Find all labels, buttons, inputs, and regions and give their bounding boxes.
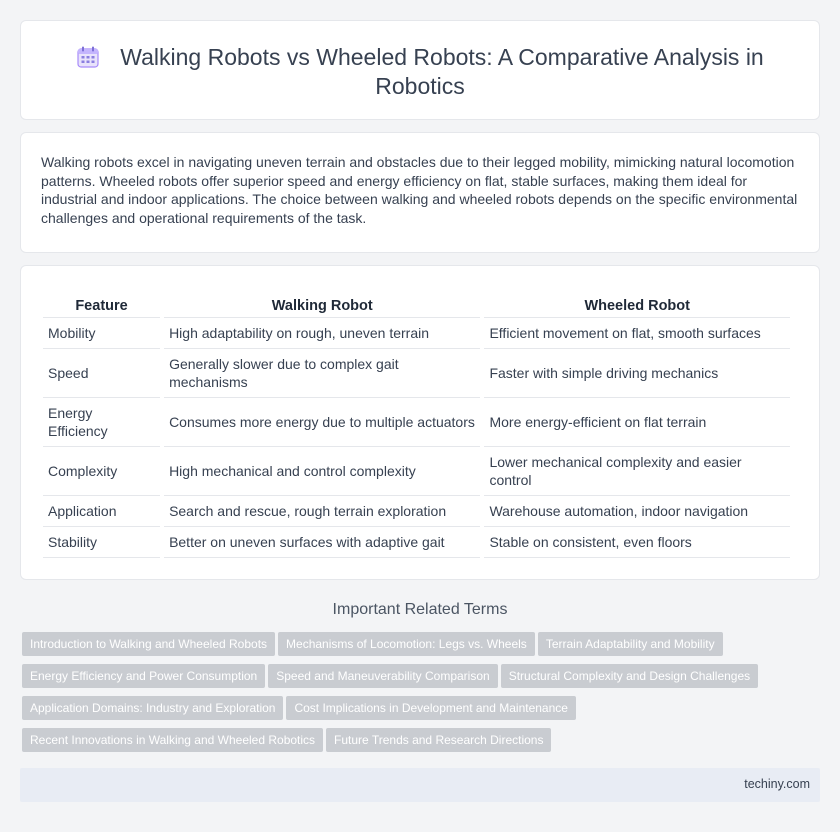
- related-term-tag[interactable]: Structural Complexity and Design Challenges: [501, 664, 758, 688]
- header-wheeled: Wheeled Robot: [484, 296, 790, 318]
- header-card: [20, 20, 820, 120]
- header-walking: Walking Robot: [164, 296, 480, 318]
- cell-walking: Search and rescue, rough terrain exploration: [164, 496, 480, 527]
- comparison-table: [39, 296, 794, 558]
- cell-wheeled: Efficient movement on flat, smooth surfaces: [484, 318, 790, 349]
- cell-feature: Energy Efficiency: [43, 398, 160, 447]
- calendar-icon: [76, 45, 100, 69]
- cell-feature: Stability: [43, 527, 160, 558]
- related-term-tag[interactable]: Introduction to Walking and Wheeled Robots: [22, 632, 275, 656]
- table-row: [43, 349, 790, 398]
- related-term-tag[interactable]: Mechanisms of Locomotion: Legs vs. Wheels: [278, 632, 535, 656]
- table-row: [43, 527, 790, 558]
- cell-wheeled: Lower mechanical complexity and easier control: [484, 447, 790, 496]
- intro-paragraph: Walking robots excel in navigating uneven terrain and obstacles due to their legged mobility, mimicking natural locomotion patterns. Wheeled robots offer superior speed and energy efficiency on flat, stable surfaces, making them ideal for industrial and indoor applications. The choice between walking and wheeled robots depends on the specific environmental challenges and operational requirements of the task.: [41, 154, 798, 226]
- intro-card: [20, 132, 820, 253]
- related-term-tag[interactable]: Energy Efficiency and Power Consumption: [22, 664, 265, 688]
- cell-walking: Generally slower due to complex gait mechanisms: [164, 349, 480, 398]
- cell-feature: Speed: [43, 349, 160, 398]
- related-term-tag[interactable]: Recent Innovations in Walking and Wheeled Robotics: [22, 728, 323, 752]
- table-header-row: [43, 296, 790, 318]
- related-terms-title: Important Related Terms: [332, 601, 508, 618]
- cell-wheeled: Stable on consistent, even floors: [484, 527, 790, 558]
- table-row: [43, 398, 790, 447]
- cell-wheeled: Warehouse automation, indoor navigation: [484, 496, 790, 527]
- related-term-tag[interactable]: Future Trends and Research Directions: [326, 728, 551, 752]
- cell-feature: Mobility: [43, 318, 160, 349]
- table-row: [43, 447, 790, 496]
- cell-walking: Consumes more energy due to multiple actuators: [164, 398, 480, 447]
- related-term-tag[interactable]: Cost Implications in Development and Maintenance: [286, 696, 575, 720]
- related-term-tag[interactable]: Application Domains: Industry and Exploration: [22, 696, 283, 720]
- table-row: [43, 496, 790, 527]
- page-title-text: Walking Robots vs Wheeled Robots: A Comparative Analysis in Robotics: [120, 44, 764, 99]
- related-term-tag[interactable]: Terrain Adaptability and Mobility: [538, 632, 723, 656]
- cell-walking: High adaptability on rough, uneven terrain: [164, 318, 480, 349]
- related-term-tag[interactable]: Speed and Maneuverability Comparison: [268, 664, 497, 688]
- footer: [20, 768, 820, 802]
- table-row: [43, 318, 790, 349]
- cell-walking: High mechanical and control complexity: [164, 447, 480, 496]
- cell-walking: Better on uneven surfaces with adaptive gait: [164, 527, 480, 558]
- page-title: [61, 43, 779, 101]
- related-terms-list: [22, 632, 822, 760]
- cell-wheeled: Faster with simple driving mechanics: [484, 349, 790, 398]
- footer-site-link[interactable]: techiny.com: [744, 777, 810, 791]
- cell-feature: Complexity: [43, 447, 160, 496]
- cell-feature: Application: [43, 496, 160, 527]
- header-feature: Feature: [43, 296, 160, 318]
- cell-wheeled: More energy-efficient on flat terrain: [484, 398, 790, 447]
- comparison-card: [20, 265, 820, 580]
